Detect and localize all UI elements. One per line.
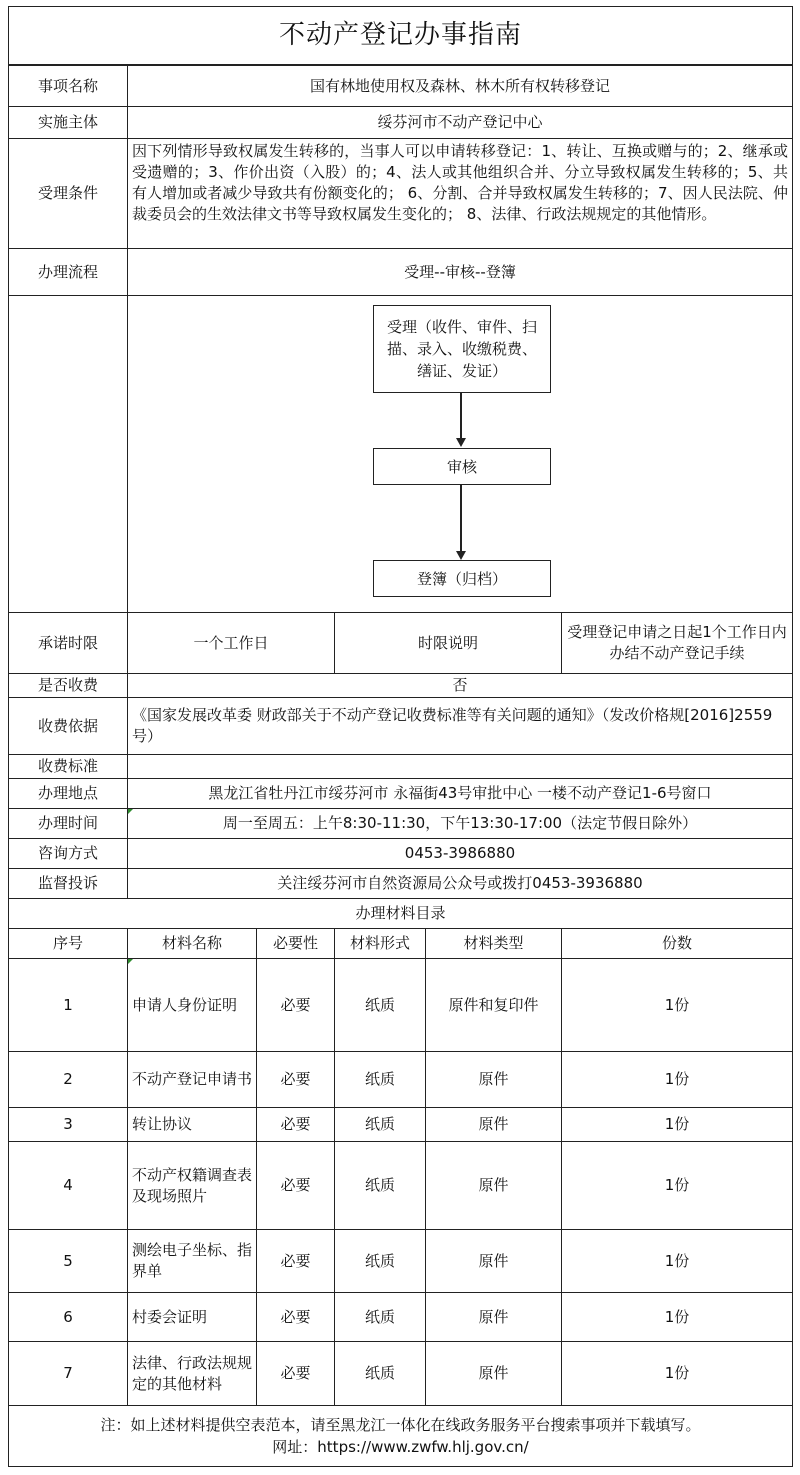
table-row-1-type: 原件和复印件 (425, 958, 562, 1052)
table-row-2-index: 2 (8, 1051, 128, 1108)
table-row-1-name: 申请人身份证明 (127, 958, 257, 1052)
table-row-3-copies: 1份 (561, 1107, 793, 1142)
table-row-2-form: 纸质 (334, 1051, 426, 1108)
value-conditions: 因下列情形导致权属发生转移的，当事人可以申请转移登记：1、转让、互换或赠与的；2、继承或受遗赠的；3、作价出资（入股）的；4、法人或其他组织合并、分立导致权属发生转移的；5、共有人增加或者减少导致共有份额变化的； 6、分割、合并导致权属发生转移的；7、因人民法院、仲裁委员会的生效法律文书等导致权属发生变化的； 8、法律、行政法规规定的其他情形。 (127, 138, 793, 249)
table-row-6-necessity: 必要 (256, 1292, 335, 1342)
materials-header-copies: 份数 (561, 928, 793, 959)
flow-arrow-2-line (460, 485, 462, 552)
table-row-4-necessity: 必要 (256, 1141, 335, 1230)
flow-step-review: 审核 (373, 448, 551, 485)
table-row-5-copies: 1份 (561, 1229, 793, 1293)
materials-header-index: 序号 (8, 928, 128, 959)
value-contact: 0453-3986880 (127, 838, 793, 869)
materials-header-necessity: 必要性 (256, 928, 335, 959)
value-subject: 绥芬河市不动产登记中心 (127, 106, 793, 139)
table-row-5-index: 5 (8, 1229, 128, 1293)
flow-step-register: 登簿（归档） (373, 560, 551, 597)
table-row-2-name: 不动产登记申请书 (127, 1051, 257, 1108)
table-row-7-necessity: 必要 (256, 1341, 335, 1406)
value-supervision: 关注绥芬河市自然资源局公众号或拨打0453-3936880 (127, 868, 793, 899)
value-hours: 周一至周五：上午8:30-11:30，下午13:30-17:00（法定节假日除外） (127, 808, 793, 839)
table-row-5-form: 纸质 (334, 1229, 426, 1293)
table-row-7-form: 纸质 (334, 1341, 426, 1406)
table-row-4-form: 纸质 (334, 1141, 426, 1230)
time-limit-note-label: 时限说明 (334, 612, 562, 674)
table-row-6-copies: 1份 (561, 1292, 793, 1342)
table-row-6-name: 村委会证明 (127, 1292, 257, 1342)
label-time-limit: 承诺时限 (8, 612, 128, 674)
value-charge-standard (127, 754, 793, 779)
table-row-4-index: 4 (8, 1141, 128, 1230)
footer-note (8, 1405, 793, 1467)
table-row-5-necessity: 必要 (256, 1229, 335, 1293)
table-row-3-necessity: 必要 (256, 1107, 335, 1142)
value-time-limit: 一个工作日 (127, 612, 335, 674)
footer-note-text: 注：如上述材料提供空表范本，请至黑龙江一体化在线政务服务平台搜索事项并下载填写。 (100, 1416, 701, 1434)
table-row-3-name: 转让协议 (127, 1107, 257, 1142)
table-row-6-index: 6 (8, 1292, 128, 1342)
value-process: 受理--审核--登簿 (127, 248, 793, 296)
table-row-7-index: 7 (8, 1341, 128, 1406)
label-location: 办理地点 (8, 778, 128, 809)
cell-comment-marker (128, 959, 133, 964)
table-row-1-necessity: 必要 (256, 958, 335, 1052)
label-hours: 办理时间 (8, 808, 128, 839)
flow-arrow-1-line (460, 393, 462, 439)
materials-header-form: 材料形式 (334, 928, 426, 959)
label-charge-standard: 收费标准 (8, 754, 128, 779)
table-row-6-form: 纸质 (334, 1292, 426, 1342)
table-row-4-copies: 1份 (561, 1141, 793, 1230)
table-row-2-type: 原件 (425, 1051, 562, 1108)
value-charge-basis: 《国家发展改革委 财政部关于不动产登记收费标准等有关问题的通知》（发改价格规[2016]2559号） (127, 697, 793, 755)
table-row-7-copies: 1份 (561, 1341, 793, 1406)
table-row-5-name: 测绘电子坐标、指界单 (127, 1229, 257, 1293)
label-conditions: 受理条件 (8, 138, 128, 249)
materials-header-name: 材料名称 (127, 928, 257, 959)
table-row-4-type: 原件 (425, 1141, 562, 1230)
table-row-3-index: 3 (8, 1107, 128, 1142)
materials-header-type: 材料类型 (425, 928, 562, 959)
table-row-7-name: 法律、行政法规规定的其他材料 (127, 1341, 257, 1406)
label-charge: 是否收费 (8, 673, 128, 698)
label-supervision: 监督投诉 (8, 868, 128, 899)
flowchart-label-cell (8, 295, 128, 613)
table-row-1-index: 1 (8, 958, 128, 1052)
table-row-2-copies: 1份 (561, 1051, 793, 1108)
value-item-name: 国有林地使用权及森林、林木所有权转移登记 (127, 65, 793, 107)
table-row-4-name: 不动产权籍调查表及现场照片 (127, 1141, 257, 1230)
value-time-limit-note: 受理登记申请之日起1个工作日内办结不动产登记手续 (561, 612, 793, 674)
table-row-3-form: 纸质 (334, 1107, 426, 1142)
flow-arrow-2-head (456, 551, 466, 560)
table-row-1-copies: 1份 (561, 958, 793, 1052)
materials-title: 办理材料目录 (8, 898, 793, 929)
value-location: 黑龙江省牡丹江市绥芬河市 永福街43号审批中心 一楼不动产登记1-6号窗口 (127, 778, 793, 809)
flow-arrow-1-head (456, 438, 466, 447)
table-row-6-type: 原件 (425, 1292, 562, 1342)
label-contact: 咨询方式 (8, 838, 128, 869)
label-charge-basis: 收费依据 (8, 697, 128, 755)
page-title: 不动产登记办事指南 (8, 6, 793, 65)
guide-sheet (8, 6, 793, 1467)
label-item-name: 事项名称 (8, 65, 128, 107)
table-row-1-form: 纸质 (334, 958, 426, 1052)
value-charge: 否 (127, 673, 793, 698)
table-row-7-type: 原件 (425, 1341, 562, 1406)
label-subject: 实施主体 (8, 106, 128, 139)
table-row-5-type: 原件 (425, 1229, 562, 1293)
table-row-3-type: 原件 (425, 1107, 562, 1142)
flow-step-accept: 受理（收件、审件、扫描、录入、收缴税费、缮证、发证） (373, 305, 551, 393)
label-process: 办理流程 (8, 248, 128, 296)
table-row-2-necessity: 必要 (256, 1051, 335, 1108)
footer-note-url: 网址：https://www.zwfw.hlj.gov.cn/ (272, 1438, 529, 1456)
cell-comment-marker (128, 809, 133, 814)
